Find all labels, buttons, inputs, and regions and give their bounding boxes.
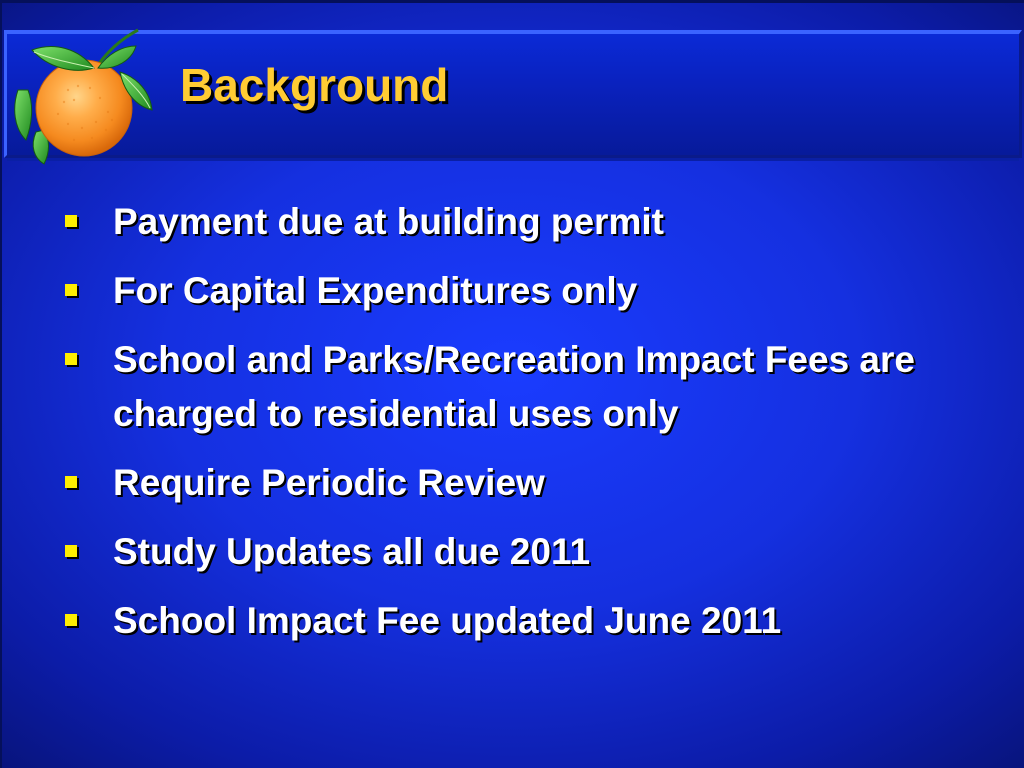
square-bullet-icon [65, 353, 77, 365]
bullet-item [62, 594, 962, 648]
orange-with-leaves-icon [8, 28, 158, 168]
square-bullet-icon [65, 614, 77, 626]
slide-title: Background [180, 59, 449, 111]
bullet-text: Study Updates all due 2011 [113, 531, 591, 572]
square-bullet-icon [65, 215, 77, 227]
bullet-item [62, 195, 962, 249]
bullet-text: School Impact Fee updated June 2011 [113, 600, 782, 641]
square-bullet-icon [65, 545, 77, 557]
bullet-item [62, 333, 962, 441]
bullet-text: Payment due at building permit [113, 201, 664, 242]
bullet-text: For Capital Expenditures only [113, 270, 638, 311]
square-bullet-icon [65, 476, 77, 488]
bullet-list [62, 195, 962, 663]
bullet-item [62, 525, 962, 579]
bullet-item [62, 456, 962, 510]
square-bullet-icon [65, 284, 77, 296]
bullet-item [62, 264, 962, 318]
bullet-text: Require Periodic Review [113, 462, 545, 503]
bullet-text: School and Parks/Recreation Impact Fees are charged to residential uses only [113, 339, 915, 434]
